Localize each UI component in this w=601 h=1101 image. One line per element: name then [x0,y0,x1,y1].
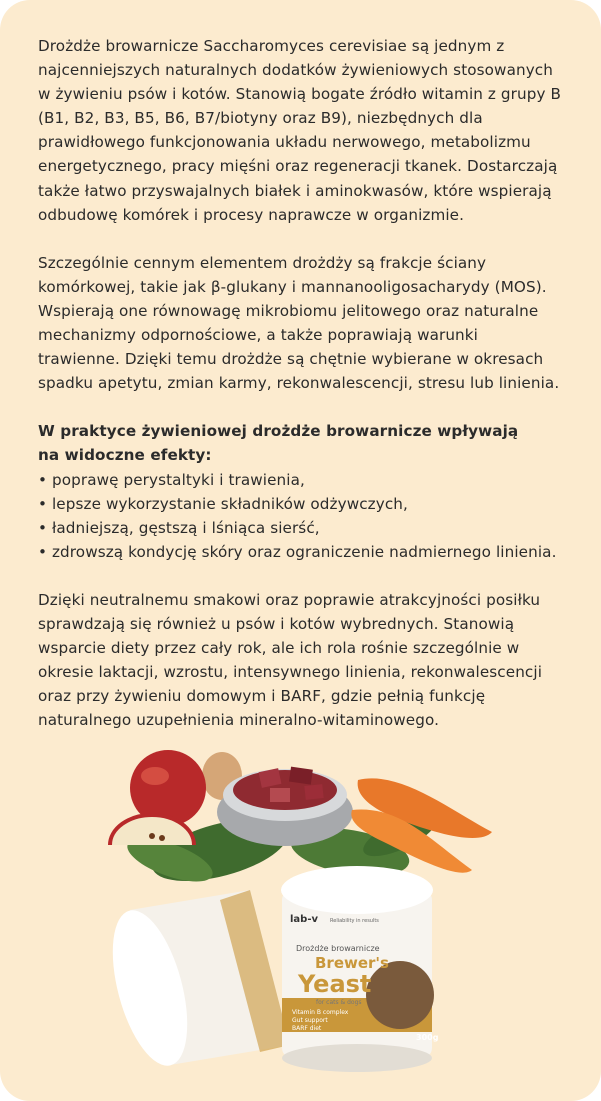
feature-2: Gut support [292,1017,328,1024]
apple [110,750,206,845]
text-line: komórkowej, takie jak β-glukany i mannanooligosacharydy (MOS). [38,277,547,296]
paragraph-cell-wall [38,251,573,396]
text-line: mechanizmy odpornościowe, a także poprawiają warunki [38,326,479,345]
text-line: Szczególnie cennym elementem drożdży są frakcje ściany [38,253,487,272]
text-line: naturalnego uzupełnienia mineralno-witaminowego. [38,711,440,730]
effects-heading: W praktyce żywieniowej drożdże browarnicze wpływają [38,422,519,441]
text-line: sprawdzają się również u psów i kotów wybrednych. Stanowią [38,614,515,633]
list-item: • poprawę perystaltyki i trawienia, [38,470,305,489]
product-name-line1: Brewer's [315,954,389,972]
text-line: Wspierają one równowagę mikrobiomu jelitowego oraz naturalne [38,301,539,320]
product-illustration [100,740,520,1090]
text-line: energetycznego, pracy mięśni oraz regeneracji tkanek. Dostarczają [38,157,558,176]
meat-bowl [217,767,353,846]
text-line: prawidłowego funkcjonowania układu nerwowego, metabolizmu [38,133,531,152]
text-line: najcenniejszych naturalnych dodatków żywieniowych stosowanych [38,61,553,80]
text-line: wsparcie diety przez cały rok, ale ich rola rośnie szczególnie w [38,639,520,658]
brand-tagline: Reliability in results [330,918,379,924]
feature-3: BARF diet [292,1025,322,1032]
product-weight: 300g [416,1033,439,1042]
product-jar [281,866,439,1072]
text-line: Dzięki neutralnemu smakowi oraz poprawie atrakcyjności posiłku [38,590,541,609]
text-line: oraz przy żywieniu domowym i BARF, gdzie pełnią funkcję [38,687,486,706]
text-line: w żywieniu psów i kotów. Stanowią bogate źródło witamin z grupy B [38,85,562,104]
paragraph-vitamins [38,34,573,227]
text-line: okresie laktacji, wzrostu, intensywnego linienia, rekonwalescencji [38,663,543,682]
feature-1: Vitamin B complex [292,1009,349,1016]
product-jar-tilted [100,890,290,1074]
text-line: (B1, B2, B3, B5, B6, B7/biotyny oraz B9), niezbędnych dla [38,109,483,128]
effects-heading: na widoczne efekty: [38,446,212,465]
text-line: Drożdże browarnicze Saccharomyces cerevisiae są jednym z [38,37,505,55]
text-line: także łatwo przyswajalnych białek i aminokwasów, które wspierają [38,181,552,200]
text-line: odbudowę komórek i procesy naprawcze w organizmie. [38,205,465,224]
list-item: • zdrowszą kondycję skóry oraz ograniczenie nadmiernego linienia. [38,542,557,561]
product-for: for cats & dogs [316,999,362,1006]
product-name-line2: Yeast [298,970,372,998]
text-line: trawienne. Dzięki temu drożdże są chętnie wybierane w okresach [38,350,544,369]
brand-logo: lab-v [290,914,319,925]
effects-section [38,419,573,564]
paragraph-taste [38,588,573,733]
text-line: spadku apetytu, zmian karmy, rekonwalescencji, stresu lub linienia. [38,374,560,393]
list-item: • ładniejszą, gęstszą i lśniąca sierść, [38,518,320,537]
article-text [38,34,573,756]
product-subtitle: Drożdże browarnicze [296,944,380,953]
list-item: • lepsze wykorzystanie składników odżywczych, [38,494,408,513]
